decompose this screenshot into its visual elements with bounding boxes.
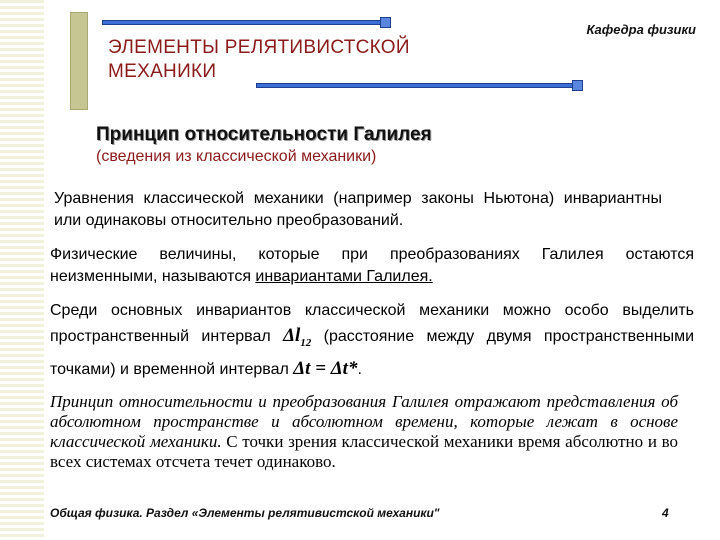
spatial-interval-formula [283, 325, 312, 349]
slide-title-line2: МЕХАНИКИ [108, 61, 217, 82]
paragraph-invariants-text: Физические величины, которые при преобразованиях Галилея остаются неизменными, называются [50, 246, 694, 285]
relativity-principle-italic: Принцип относительности и преобразования Галилея отражают представления об абсолютном пространстве и абсолютном времени, которые лежат в основе классической механики. [50, 392, 678, 451]
paragraph-intervals [50, 298, 694, 382]
section-heading: Принцип относительности Галилея [96, 124, 432, 145]
slide-title-line1: ЭЛЕМЕНТЫ РЕЛЯТИВИСТСКОЙ [108, 37, 410, 58]
title-vertical-bar [70, 12, 88, 110]
paragraph-invariance: Уравнения классической механики (например законы Ньютона) инвариантны или одинаковы относительно преобразований. [54, 190, 662, 229]
paragraph-invariants [50, 244, 694, 288]
left-striped-margin [0, 0, 44, 540]
title-top-rule-end [380, 17, 391, 28]
paragraph-intervals-text-b: (расстояние между двумя пространственными точками) и временной интервал [50, 328, 695, 378]
department-label: Кафедра физики [586, 22, 696, 37]
galilean-invariants-link[interactable]: инвариантами Галилея. [255, 268, 433, 285]
slide-title [108, 36, 528, 84]
footer-course-title: Общая физика. Раздел «Элементы релятивистской механики" [50, 506, 440, 520]
page-number: 4 [662, 506, 669, 520]
spatial-interval-symbol: Δl [283, 325, 301, 346]
title-top-rule [102, 20, 382, 25]
section-note: (сведения из классической механики) [96, 148, 377, 165]
paragraph-intervals-text-a: Среди основных инвариантов классической механики можно особо выделить пространственный интервал [50, 302, 694, 345]
spatial-interval-subscript: 12 [300, 336, 312, 349]
paragraph-intervals-end: . [357, 360, 362, 378]
paragraph-relativity-principle [50, 392, 678, 472]
relativity-principle-plain: С точки зрения классической механики время абсолютно и во всех системах отсчета течет одинаково. [50, 432, 678, 471]
time-interval-formula: Δt = Δt* [293, 357, 358, 379]
title-bottom-rule-end [572, 80, 583, 91]
